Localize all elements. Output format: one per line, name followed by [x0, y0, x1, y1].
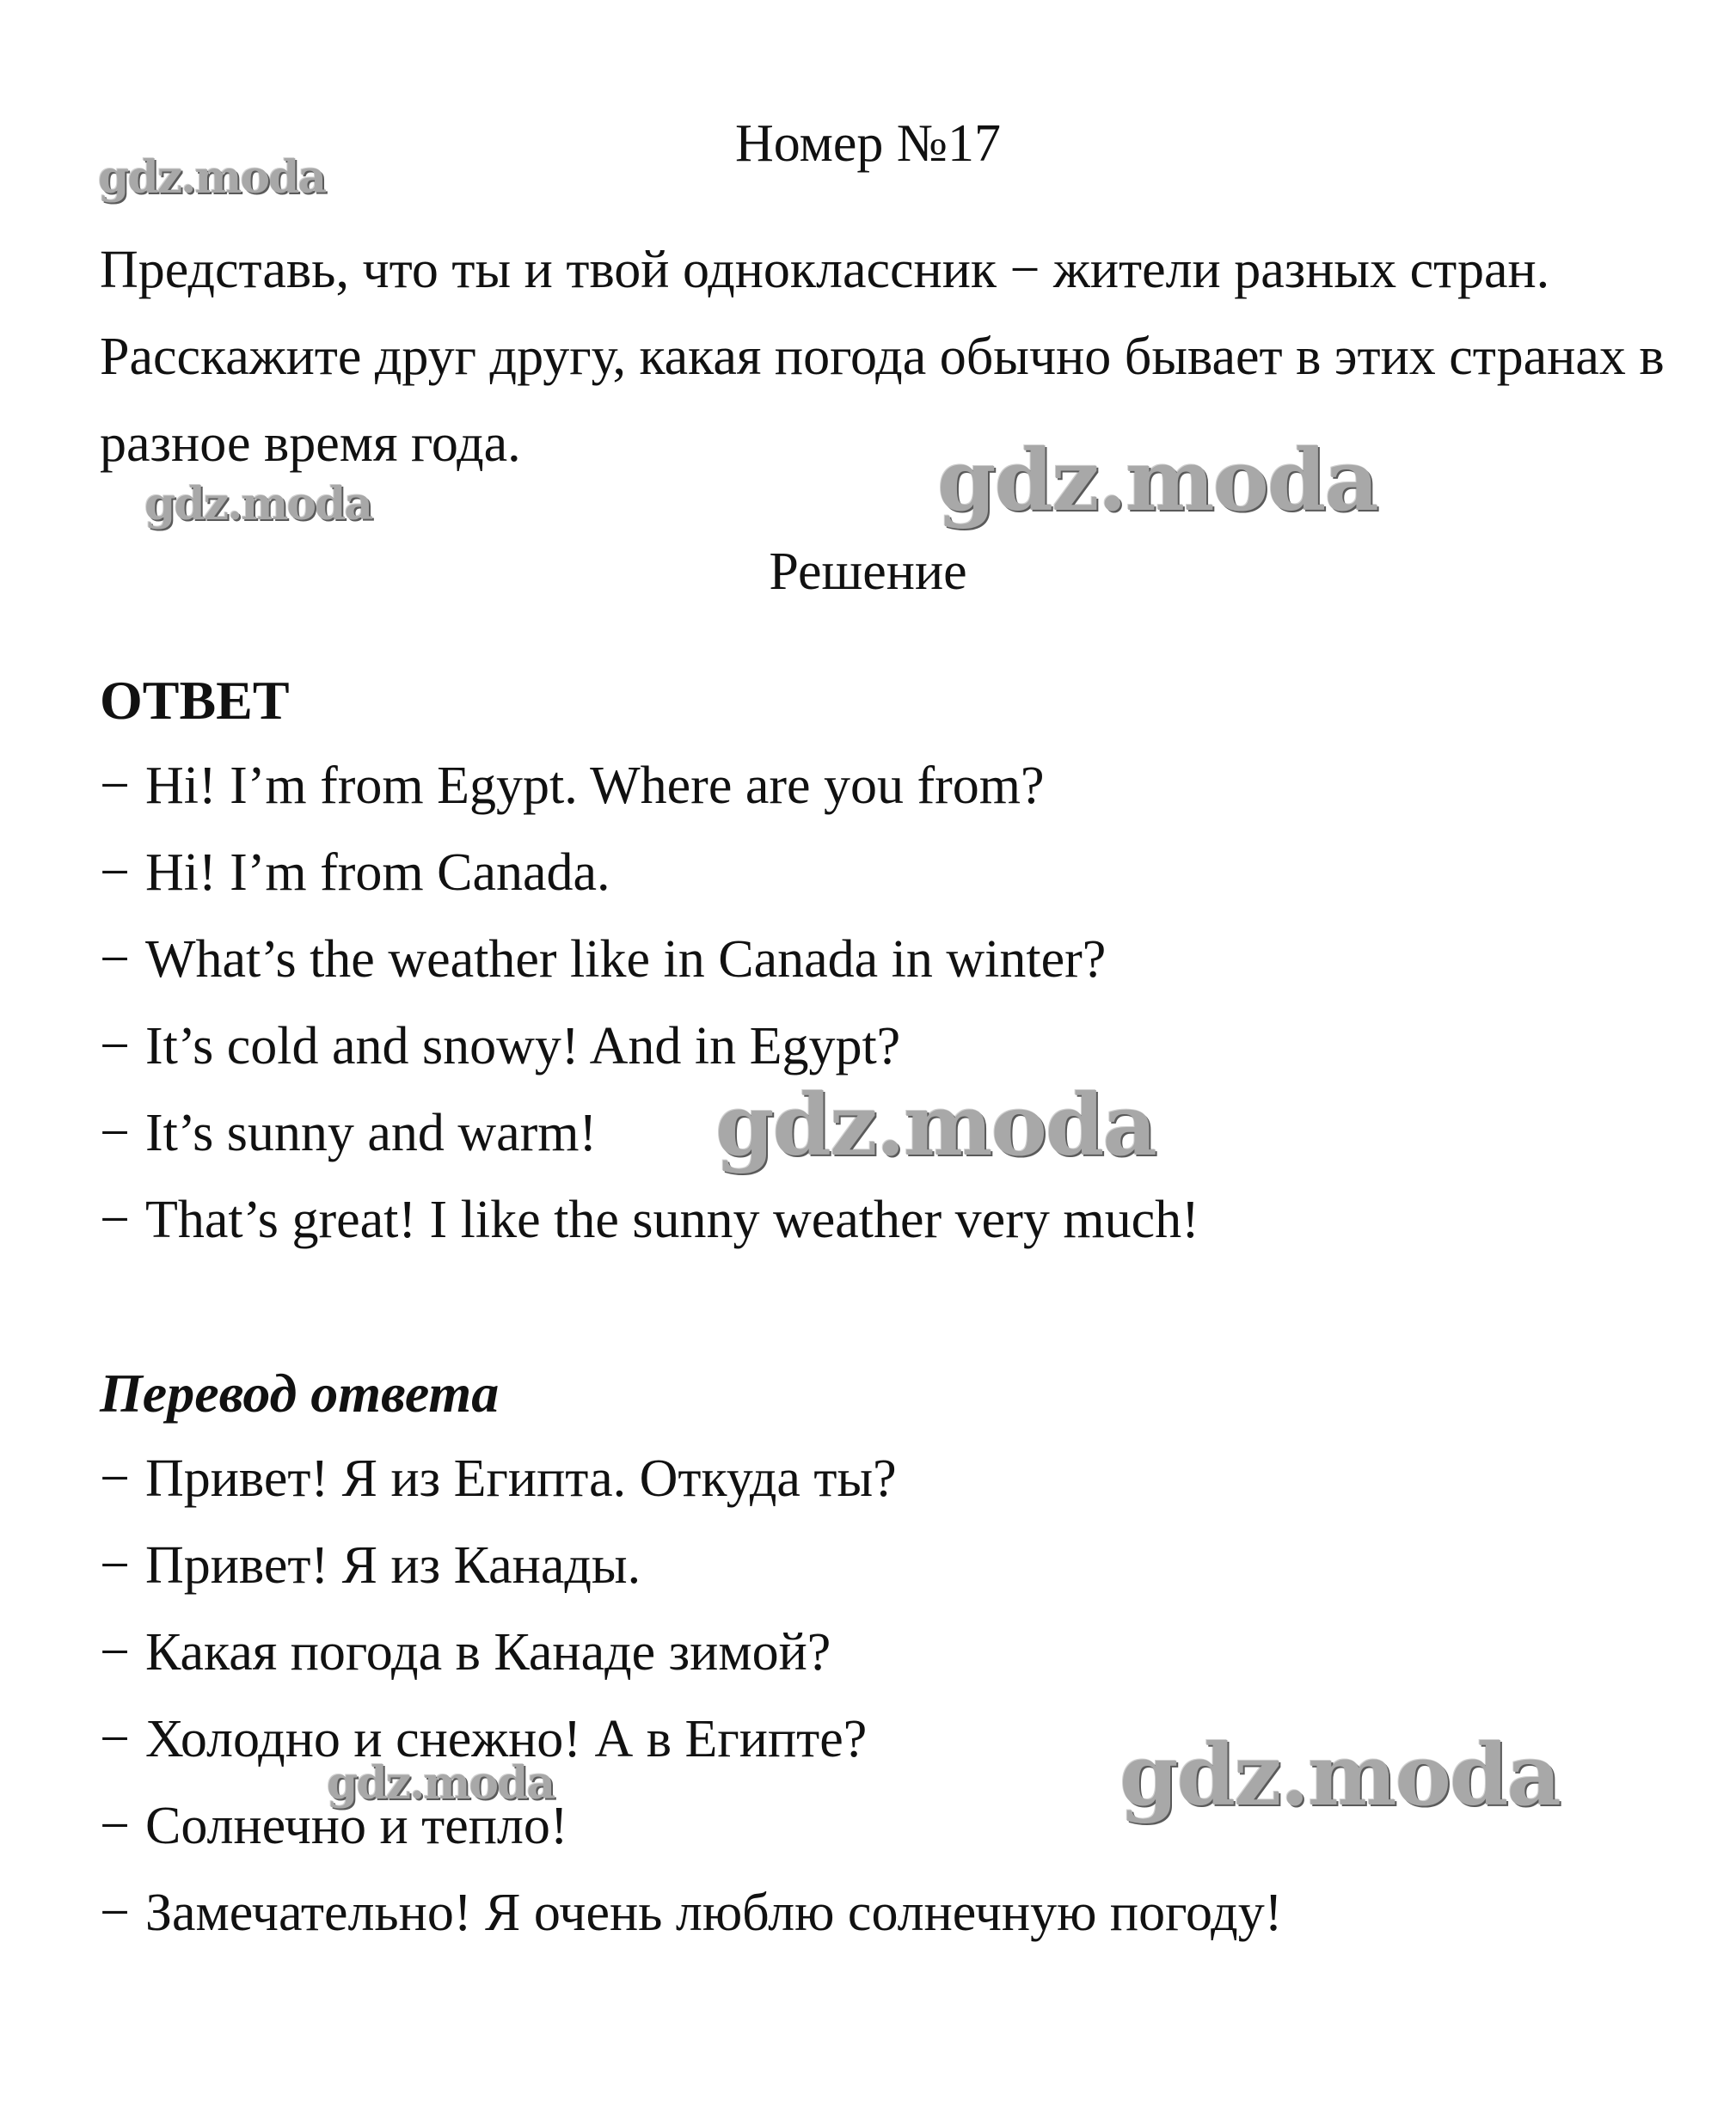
dash-mark: − — [100, 1536, 130, 1595]
translation-heading: Перевод ответа — [100, 1363, 500, 1424]
dash-mark: − — [100, 1191, 130, 1249]
translation-line-text: Какая погода в Канаде зимой? — [144, 1623, 831, 1682]
dialogue-line — [100, 1177, 1199, 1264]
translation-line — [100, 1609, 1282, 1696]
dash-mark: − — [100, 1017, 130, 1075]
page-title: Номер №17 — [734, 114, 1001, 173]
dialogue-line-text: It’s sunny and warm! — [144, 1104, 598, 1162]
translation-line-text: Солнечно и тепло! — [144, 1797, 568, 1855]
translation-line — [100, 1870, 1282, 1957]
translation-line-text: Холодно и снежно! А в Египте? — [144, 1710, 868, 1768]
translation-line-text: Замечательно! Я очень люблю солнечную погоду! — [144, 1884, 1283, 1942]
dialogue-line-text: Hi! I’m from Egypt. Where are you from? — [144, 757, 1045, 815]
answer-dialogue — [100, 743, 1199, 1264]
dialogue-line-text: Hi! I’m from Canada. — [144, 843, 610, 902]
watermark: gdz.moda — [1120, 1726, 1560, 1825]
translation-dialogue — [100, 1436, 1282, 1957]
watermark: gdz.moda — [715, 1076, 1156, 1175]
translation-line — [100, 1783, 1282, 1870]
dash-mark: − — [100, 1797, 130, 1855]
dialogue-line — [100, 743, 1199, 830]
task-text: Представь, что ты и твой одноклассник − жители разных стран. Расскажите друг другу, какая погода обычно бывает в этих странах в разное время года. — [100, 241, 1665, 473]
dash-mark: − — [100, 843, 130, 902]
dialogue-line-text: What’s the weather like in Canada in winter? — [144, 930, 1107, 989]
translation-line — [100, 1436, 1282, 1523]
translation-line-text: Привет! Я из Египта. Откуда ты? — [144, 1449, 897, 1508]
answer-heading: ОТВЕТ — [100, 670, 290, 731]
watermark: gdz.moda — [327, 1757, 555, 1810]
dialogue-line-text: That’s great! I like the sunny weather very much! — [144, 1191, 1199, 1249]
watermark: gdz.moda — [144, 478, 372, 530]
dash-mark: − — [100, 1710, 130, 1768]
dialogue-line — [100, 916, 1199, 1003]
watermark: gdz.moda — [937, 432, 1377, 530]
dash-mark: − — [100, 1449, 130, 1508]
translation-line-text: Привет! Я из Канады. — [144, 1536, 641, 1595]
watermark: gdz.moda — [98, 151, 326, 204]
dash-mark: − — [100, 1104, 130, 1162]
dialogue-line-text: It’s cold and snowy! And in Egypt? — [144, 1017, 901, 1075]
dash-mark: − — [100, 1884, 130, 1942]
dash-mark: − — [100, 1623, 130, 1682]
translation-line — [100, 1696, 1282, 1783]
dash-mark: − — [100, 757, 130, 815]
translation-line — [100, 1523, 1282, 1609]
solution-heading: Решение — [769, 542, 967, 601]
dialogue-line — [100, 830, 1199, 916]
dash-mark: − — [100, 930, 130, 989]
